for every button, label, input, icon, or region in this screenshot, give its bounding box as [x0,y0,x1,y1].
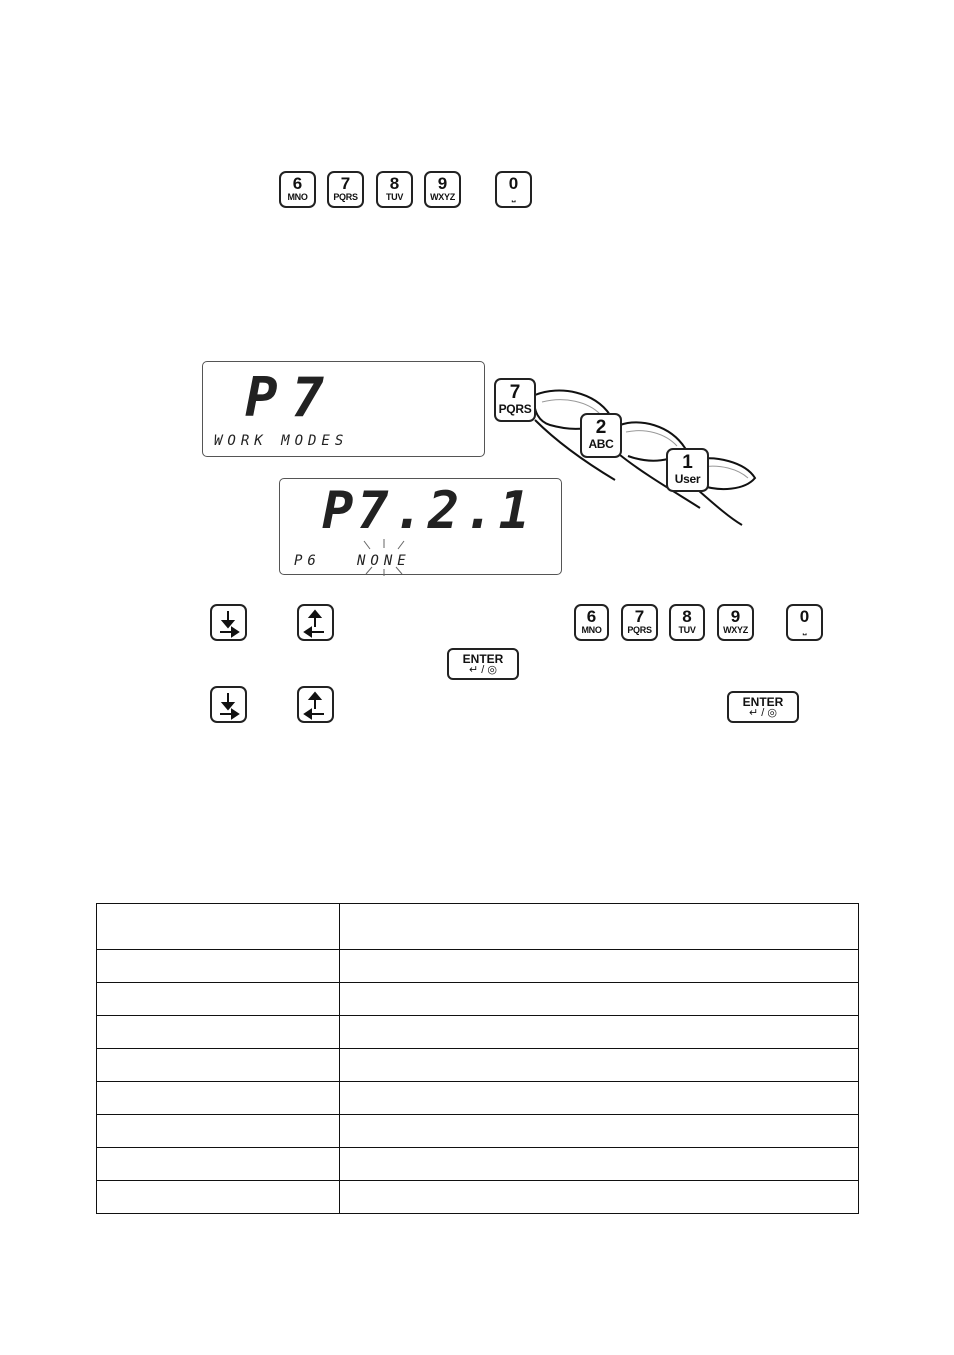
table-cell [97,1181,340,1214]
table-cell [340,1148,859,1181]
key-number: 6 [586,607,597,626]
key-letters: ⎵ [802,625,807,635]
arrow-down-right-icon [212,688,245,721]
table-row [97,1148,859,1181]
table-row [97,983,859,1016]
key-6[interactable] [574,604,609,641]
enter-icon: ↵ / ◎ [469,664,497,676]
key-2[interactable] [580,413,622,458]
up-arrow-key[interactable] [297,604,334,641]
down-arrow-key[interactable] [210,686,247,723]
lcd-parameter-code: P7.2.1 [322,481,534,541]
key-7[interactable] [621,604,658,641]
key-number: 7 [634,607,645,626]
table-cell [340,1082,859,1115]
enter-icon: ↵ / ◎ [749,707,777,719]
key-9[interactable] [424,171,461,208]
lcd-parameter-code: P7 [245,366,339,429]
table-cell [97,1082,340,1115]
blink-indicator-icon [350,539,420,576]
table-row [97,1181,859,1214]
table-cell [340,1115,859,1148]
table-cell [340,904,859,950]
key-number: 9 [437,174,448,193]
key-letters: PQRS [498,402,532,416]
key-number: 0 [799,607,810,626]
lcd-parameter-label: WORK MODES [214,433,349,449]
table-cell [97,950,340,983]
table-cell [340,1016,859,1049]
key-letters: User [674,472,701,486]
key-0[interactable] [786,604,823,641]
key-letters: TUV [385,192,404,202]
table-cell [340,950,859,983]
key-letters: ABC [588,437,614,451]
table-cell [340,1181,859,1214]
key-letters: PQRS [627,625,652,635]
enter-label: ENTER [742,695,784,709]
table-cell [97,1016,340,1049]
table-cell [340,983,859,1016]
table-header-row [97,904,859,950]
arrow-up-left-icon [299,606,332,639]
lcd-display-main [202,361,485,457]
table-cell [97,1049,340,1082]
enter-label: ENTER [462,652,504,666]
key-6[interactable] [279,171,316,208]
up-arrow-key[interactable] [297,686,334,723]
enter-button[interactable] [447,648,519,680]
key-number: 1 [682,452,693,473]
enter-button[interactable] [727,691,799,723]
arrow-down-right-icon [212,606,245,639]
key-number: 7 [340,174,351,193]
key-letters: MNO [287,192,308,202]
key-number: 8 [682,607,692,626]
table-row [97,950,859,983]
key-letters: WXYZ [430,192,455,202]
table-cell [97,983,340,1016]
lcd-display-sub [279,478,562,575]
parameters-table [96,903,859,1214]
key-7[interactable] [327,171,364,208]
key-0[interactable] [495,171,532,208]
table-row [97,1049,859,1082]
table-cell [97,1148,340,1181]
key-number: 7 [509,382,521,403]
key-8[interactable] [376,171,413,208]
table-cell [340,1049,859,1082]
key-letters: MNO [581,625,602,635]
key-letters: PQRS [333,192,358,202]
key-8[interactable] [669,604,705,641]
key-number: 6 [292,174,303,193]
key-number: 9 [730,607,741,626]
table-cell [97,904,340,950]
table-row [97,1016,859,1049]
key-letters: ⎵ [511,192,516,202]
lcd-parameter-label: P6 [294,553,321,569]
key-7[interactable] [494,378,536,422]
arrow-up-left-icon [299,688,332,721]
down-arrow-key[interactable] [210,604,247,641]
key-letters: WXYZ [723,625,748,635]
table-row [97,1082,859,1115]
key-letters: TUV [678,625,696,635]
lcd-parameter-value: NONE [357,553,411,569]
table-cell [97,1115,340,1148]
key-number: 0 [508,174,519,193]
key-1[interactable] [666,448,709,492]
table-row [97,1115,859,1148]
key-number: 2 [595,417,607,438]
key-9[interactable] [717,604,754,641]
key-number: 8 [389,174,400,193]
